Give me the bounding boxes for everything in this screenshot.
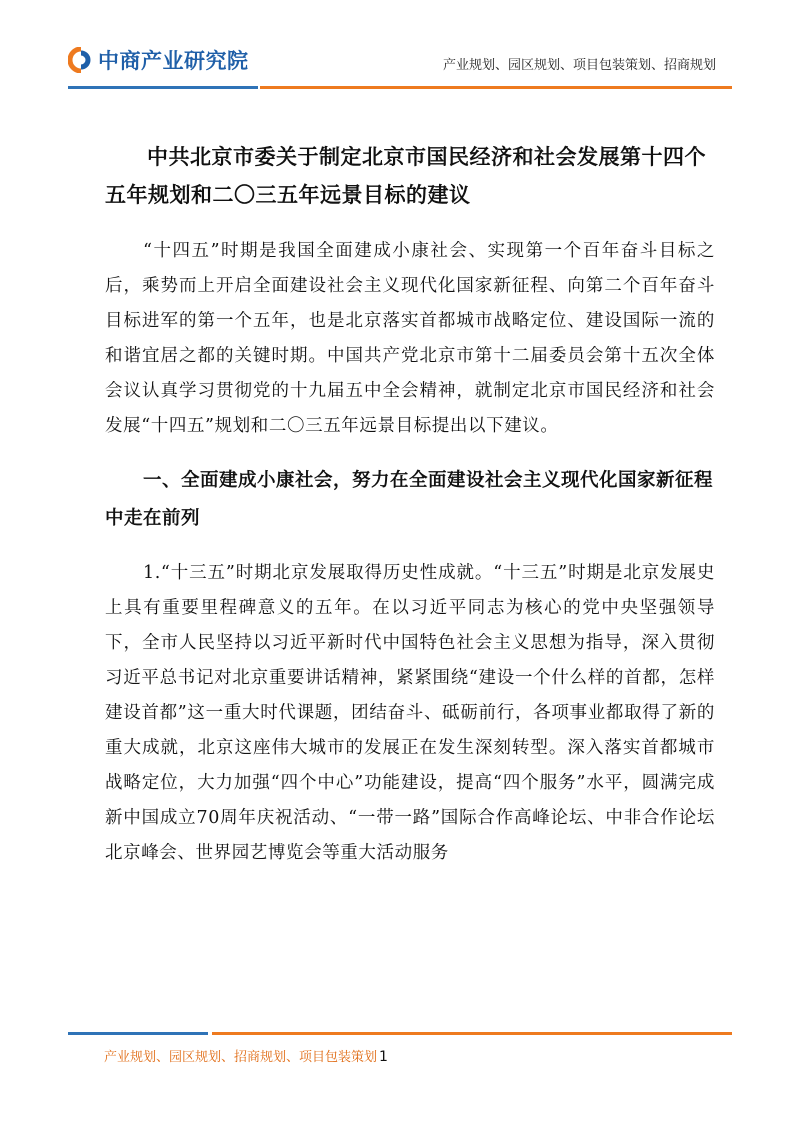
header-rule-orange: [260, 86, 732, 89]
page-header: [0, 0, 800, 100]
section-heading: 一、全面建成小康社会，努力在全面建设社会主义现代化国家新征程中走在前列: [105, 470, 714, 529]
header-rule-blue: [68, 86, 258, 89]
logo-text: 中商产业研究院: [98, 49, 249, 73]
footer-rule-blue: [68, 1032, 208, 1035]
page-footer: [104, 1046, 388, 1065]
section-paragraph: 1.“十三五”时期北京发展取得历史性成就。“十三五”时期是北京发展史上具有重要里程碑意义的五年。在以习近平同志为核心的党中央坚强领导下，全市人民坚持以习近平新时代中国特色社会主义思想为指导，深入贯彻习近平总书记对北京重要讲话精神，紧紧围绕“建设一个什么样的首都，怎样建设首都”这一重大时代课题，团结奋斗、砥砺前行，各项事业都取得了新的重大成就，北京这座伟大城市的发展正在发生深刻转型。深入落实首都城市战略定位，大力加强“四个中心”功能建设，提高“四个服务”水平，圆满完成新中国成立70周年庆祝活动、“一带一路”国际合作高峰论坛、中非合作论坛北京峰会、世界园艺博览会等重大活动服务: [105, 563, 715, 863]
header-tagline: 产业规划、园区规划、项目包装策划、招商规划: [442, 58, 716, 73]
document-title: 中共北京市委关于制定北京市国民经济和社会发展第十四个五年规划和二〇三五年远景目标的建议: [105, 144, 706, 207]
document-body: [105, 138, 715, 885]
footer-text: 产业规划、园区规划、招商规划、项目包装策划: [104, 1050, 378, 1065]
cp-logo-icon: [68, 47, 94, 73]
footer-rule-orange: [212, 1032, 732, 1035]
page-number: 1: [379, 1049, 388, 1065]
intro-paragraph: “十四五”时期是我国全面建成小康社会、实现第一个百年奋斗目标之后，乘势而上开启全面建设社会主义现代化国家新征程、向第二个百年奋斗目标进军的第一个五年，也是北京落实首都城市战略定位、建设国际一流的和谐宜居之都的关键时期。中国共产党北京市第十二届委员会第十五次全体会议认真学习贯彻党的十九届五中全会精神，就制定北京市国民经济和社会发展“十四五”规划和二〇三五年远景目标提出以下建议。: [105, 241, 715, 436]
company-logo: [68, 44, 249, 76]
